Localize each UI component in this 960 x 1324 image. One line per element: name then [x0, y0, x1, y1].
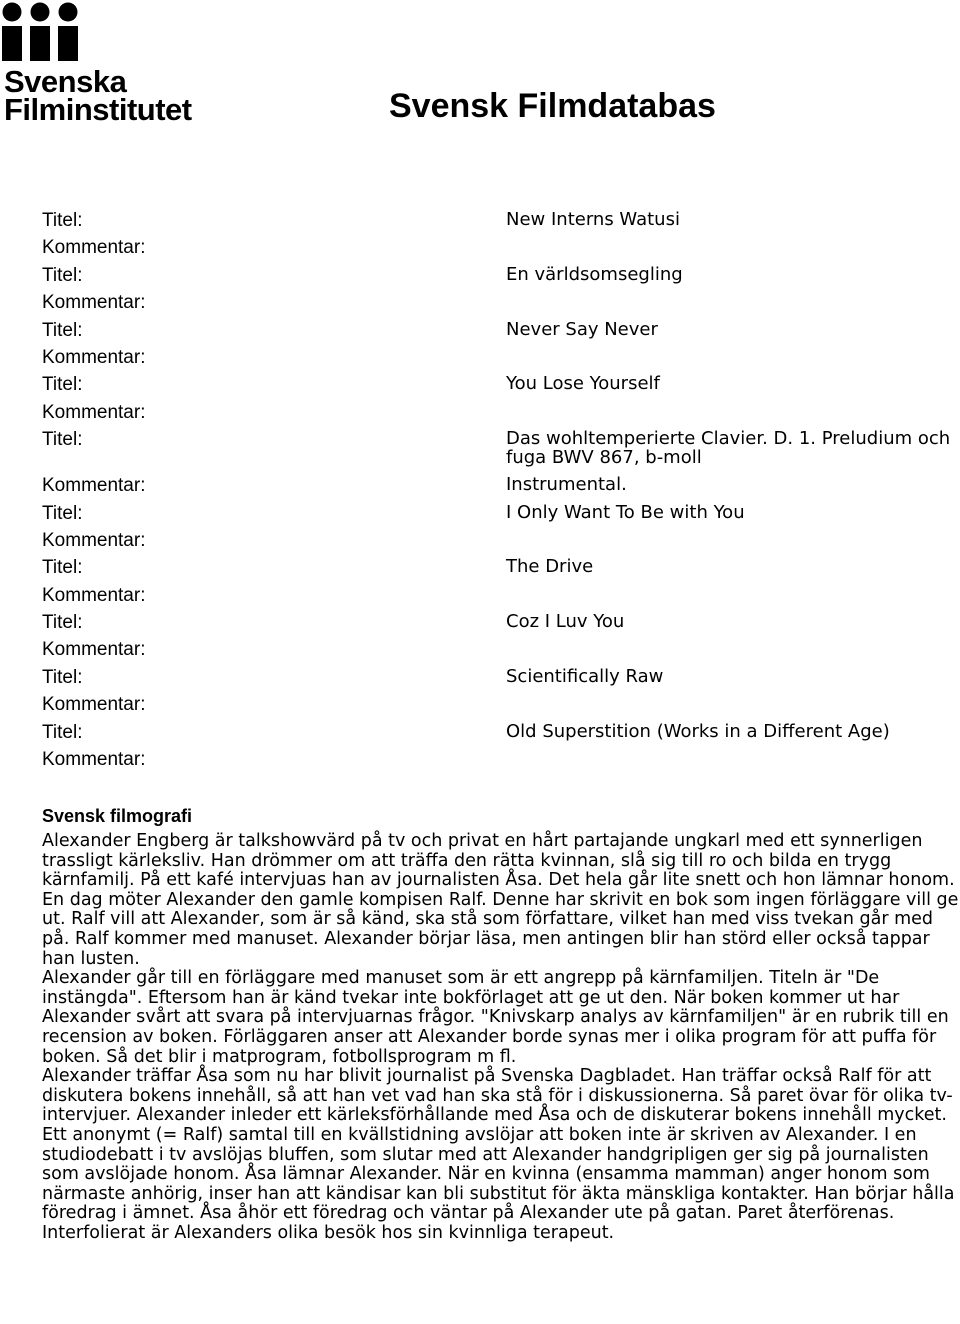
song-comment-row [42, 344, 960, 371]
kommentar-label: Kommentar: [42, 639, 146, 661]
synopsis-paragraph: Alexander går till en förläggare med manuset som är ett angrepp på kärnfamiljen. Titeln är "De instängda". Eftersom han är känd tvekar inte bokförlaget att ge ut den. När boken kommer ut har Alexander svårt att svara på intervjuarnas frågor. "Knivskarp analys av kärnfamiljen" är en rubrik till en recension av boken. Förläggaren anser att Alexander borde synas mer i olika program för att puffa för boken. Så det blir i matprogram, fotbollsprogram m fl. [42, 968, 949, 1067]
song-list [42, 207, 960, 773]
song-comment-row [42, 234, 960, 261]
song-title-row [42, 609, 960, 636]
song-title-row [42, 262, 960, 289]
song-comment [506, 289, 960, 292]
kommentar-label: Kommentar: [42, 584, 146, 606]
song-title: En världsomsegling [506, 263, 683, 285]
kommentar-label: Kommentar: [42, 694, 146, 716]
song-comment [506, 636, 960, 639]
song-comment [506, 746, 960, 749]
titel-label: Titel: [42, 502, 83, 524]
song-comment [506, 582, 960, 585]
song-title: New Interns Watusi [506, 209, 680, 230]
song-title: Coz I Luv You [506, 611, 625, 633]
titel-label: Titel: [42, 319, 83, 341]
song-title: Das wohltemperierte Clavier. D. 1. Preludium och fuga BWV 867, b-moll [506, 428, 951, 469]
titel-label: Titel: [42, 557, 83, 579]
song-comment: Instrumental. [506, 474, 627, 496]
kommentar-label: Kommentar: [42, 401, 146, 423]
logo-line-svenska: Svenska [4, 64, 127, 99]
song-comment-row [42, 472, 960, 499]
synopsis-paragraph: Interfolierat är Alexanders olika besök hos sin kvinnliga terapeut. [42, 1222, 615, 1243]
titel-label: Titel: [42, 429, 83, 451]
titel-label: Titel: [42, 374, 83, 396]
song-title-row [42, 664, 960, 691]
kommentar-label: Kommentar: [42, 346, 146, 368]
song-comment [506, 234, 960, 237]
song-comment-row [42, 582, 960, 609]
kommentar-label: Kommentar: [42, 749, 146, 771]
song-title-row [42, 371, 960, 398]
page-title: Svensk Filmdatabas [389, 87, 716, 125]
song-title-row [42, 207, 960, 234]
song-title-row [42, 426, 960, 472]
song-title: Scientifically Raw [506, 665, 664, 687]
logo-line-filminstitutet: Filminstitutet [4, 92, 192, 127]
titel-label: Titel: [42, 721, 83, 743]
song-title-row [42, 719, 960, 746]
titel-label: Titel: [42, 666, 83, 688]
kommentar-label: Kommentar: [42, 475, 146, 497]
song-title: I Only Want To Be with You [506, 501, 745, 523]
synopsis-paragraph: Alexander träffar Åsa som nu har blivit journalist på Svenska Dagbladet. Han träffar också Ralf för att diskutera bokens innehåll, så att han vet vad han ska stå för i diskussionerna. Så paret övar för olika tv-intervjuer. Alexander inleder ett kärleksförhållande med Åsa och de diskuterar bokens innehåll mycket. [42, 1066, 953, 1126]
titel-label: Titel: [42, 264, 83, 286]
titel-label: Titel: [42, 210, 83, 231]
song-title: The Drive [506, 556, 594, 578]
titel-label: Titel: [42, 612, 83, 634]
song-comment [506, 344, 960, 347]
song-title-row [42, 317, 960, 344]
filmografi-synopsis [42, 832, 960, 1243]
song-title: You Lose Yourself [506, 373, 660, 395]
filmografi-heading: Svensk filmografi [42, 806, 193, 826]
svenska-filminstitutet-logo [2, 2, 202, 127]
kommentar-label: Kommentar: [42, 292, 146, 314]
song-comment-row [42, 746, 960, 773]
song-comment [506, 691, 960, 694]
song-comment-row [42, 289, 960, 316]
song-comment-row [42, 399, 960, 426]
logo-mark-icon [2, 2, 82, 64]
song-comment-row [42, 636, 960, 663]
kommentar-label: Kommentar: [42, 237, 146, 259]
song-comment [506, 399, 960, 402]
song-title: Never Say Never [506, 318, 658, 340]
song-title-row [42, 500, 960, 527]
song-comment-row [42, 527, 960, 554]
song-title: Old Superstition (Works in a Different Age) [506, 720, 890, 742]
song-title-row [42, 554, 960, 581]
synopsis-paragraph: Alexander Engberg är talkshowvärd på tv och privat en hårt partajande ungkarl med ett synnerligen trassligt kärleksliv. Han drömmer om att träffa den rätta kvinnan, slå sig till ro och bilda en trygg kärnfamilj. På ett kafé intervjuas han av journalisten Åsa. Det hela går lite snett och hon lämnar honom. [42, 831, 955, 891]
synopsis-paragraph: Ett anonymt (= Ralf) samtal till en kvällstidning avslöjar att boken inte är skriven av Alexander. I en studiodebatt i tv avslöjas bluffen, som slutar med att Alexander handgripligen ger sig på journalisten som avslöjade honom. Åsa lämnar Alexander. När en kvinna (ensamma mamman) anger honom som närmaste anhörig, inser han att kändisar kan bli substitut för äkta mänskliga kontakter. Han börjar hålla föredrag i ämnet. Åsa åhör ett föredrag och väntar på Alexander ute på gatan. Paret återförenas. [42, 1124, 955, 1224]
song-comment [506, 527, 960, 530]
synopsis-paragraph: En dag möter Alexander den gamle kompisen Ralf. Denne har skrivit en bok som ingen förläggare vill ge ut. Ralf vill att Alexander, som är så känd, ska stå som författare, vilket han med viss tvekan går med på. Ralf kommer med manuset. Alexander börjar läsa, men antingen blir han störd eller också tappar han lusten. [42, 889, 959, 969]
song-comment-row [42, 691, 960, 718]
kommentar-label: Kommentar: [42, 529, 146, 551]
